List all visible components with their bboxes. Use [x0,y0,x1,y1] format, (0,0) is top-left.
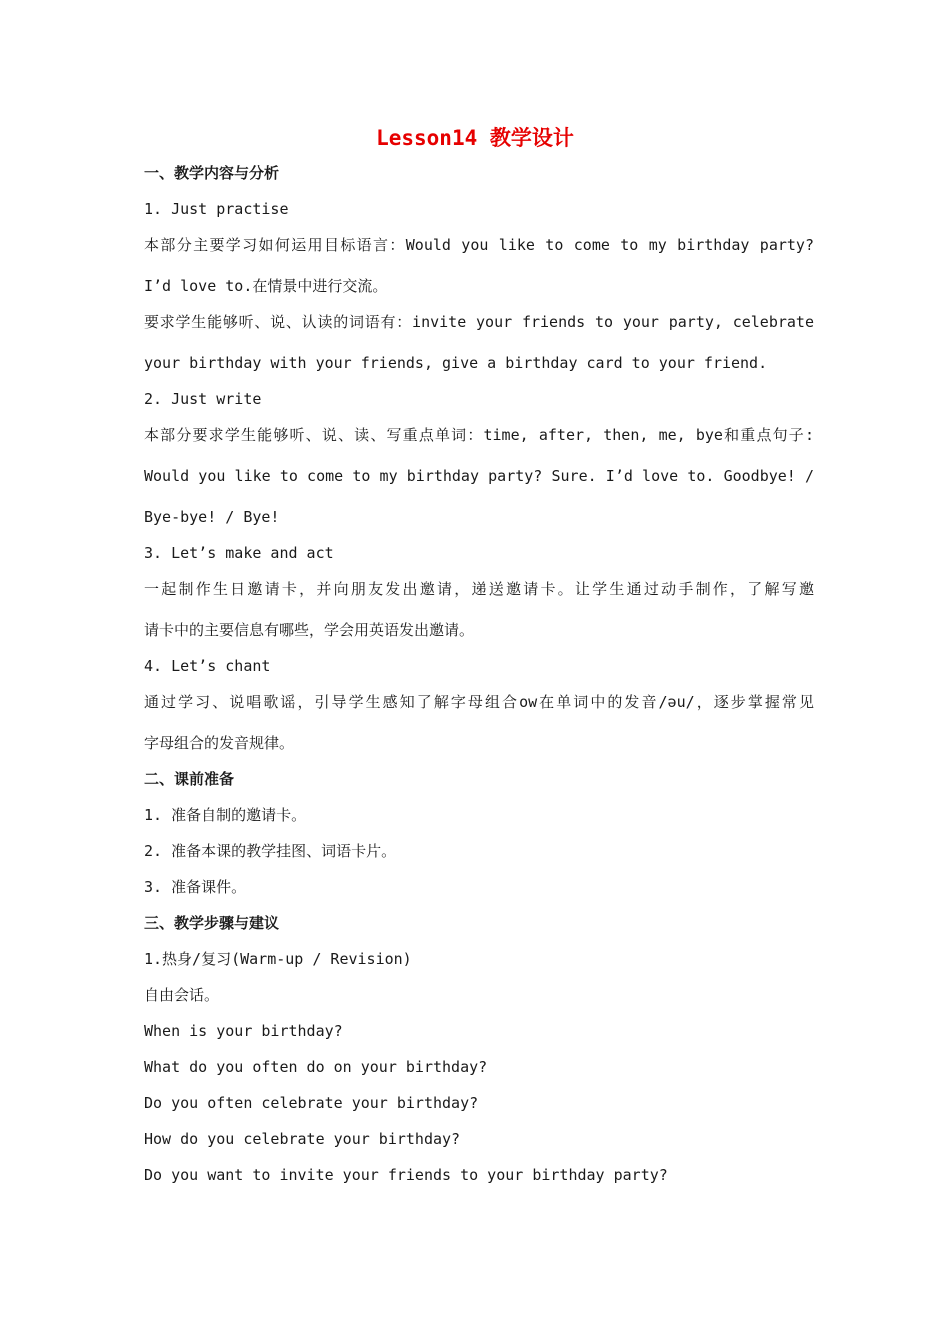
paragraph-line: your birthday with your friends, give a birthday card to your friend. [144,354,768,372]
item-title-make-and-act: 3. Let’s make and act [144,544,334,562]
section-heading-content-analysis: 一、教学内容与分析 [144,164,280,182]
paragraph-line: 通过学习、说唱歌谣，引导学生感知了解字母组合ow在单词中的发音/əu/，逐步掌握常见 [144,693,814,711]
step-title-warm-up: 1.热身/复习(Warm-up / Revision) [144,950,412,968]
question-line: When is your birthday? [144,1022,343,1040]
section-heading-preparation: 二、课前准备 [144,770,235,788]
question-line: How do you celebrate your birthday? [144,1130,461,1148]
question-line: What do you often do on your birthday? [144,1058,488,1076]
item-title-just-write: 2. Just write [144,390,262,408]
list-item: 3. 准备课件。 [144,878,247,896]
paragraph-line: 请卡中的主要信息有哪些，学会用英语发出邀请。 [144,621,475,639]
paragraph-line: Would you like to come to my birthday party? Sure. I’d love to. Goodbye! / [144,467,814,485]
paragraph-line: 本部分主要学习如何运用目标语言：Would you like to come to my birthday party? [144,236,814,254]
section-heading-teaching-steps: 三、教学步骤与建议 [144,914,280,932]
paragraph-line: 要求学生能够听、说、认读的词语有：invite your friends to your party, celebrate [144,313,814,331]
item-title-chant: 4. Let’s chant [144,657,271,675]
step-intro: 自由会话。 [144,986,220,1004]
paragraph-line: Bye-bye! / Bye! [144,508,280,526]
list-item: 1. 准备自制的邀请卡。 [144,806,307,824]
paragraph-line: I’d love to.在情景中进行交流。 [144,277,388,295]
document-title: Lesson14 教学设计 [376,126,574,150]
item-title-just-practise: 1. Just practise [144,200,289,218]
paragraph-line: 本部分要求学生能够听、说、读、写重点单词：time, after, then, me, bye和重点句子: [144,426,814,444]
list-item: 2. 准备本课的教学挂图、词语卡片。 [144,842,397,860]
question-line: Do you want to invite your friends to your birthday party? [144,1166,668,1184]
question-line: Do you often celebrate your birthday? [144,1094,479,1112]
paragraph-line: 字母组合的发音规律。 [144,734,295,752]
paragraph-line: 一起制作生日邀请卡，并向朋友发出邀请，递送邀请卡。让学生通过动手制作，了解写邀 [144,580,814,598]
